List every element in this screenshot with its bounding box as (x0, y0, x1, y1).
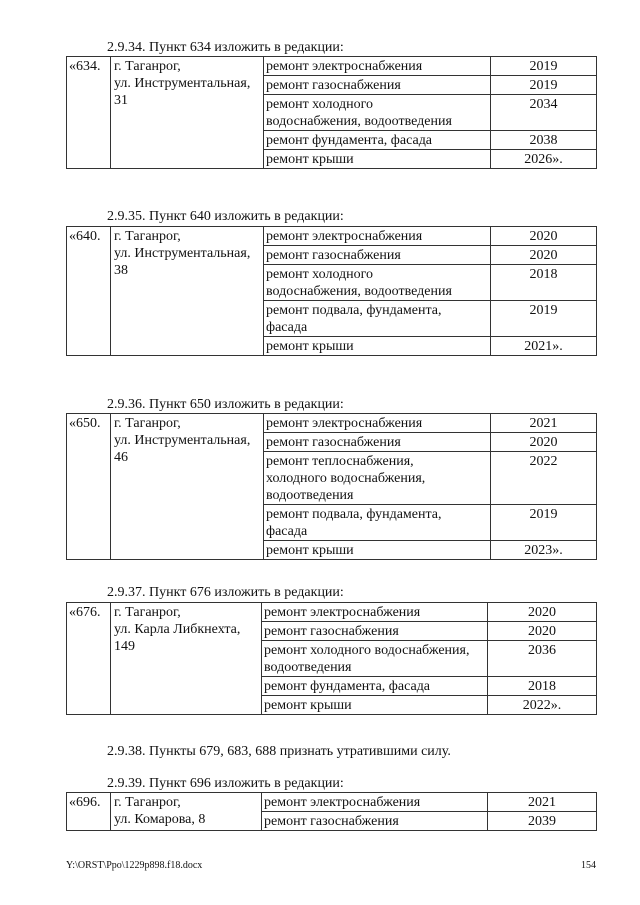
work-year: 2020 (491, 433, 597, 452)
item-number: «640. (67, 227, 111, 356)
work-year: 2021 (488, 793, 597, 812)
item-address: г. Таганрог, ул. Комарова, 8 (111, 793, 262, 831)
work-year: 2034 (491, 95, 597, 131)
work-year: 2019 (491, 57, 597, 76)
footer-file-path: Y:\ORST\Ppo\1229p898.f18.docx (66, 860, 203, 871)
work-type: ремонт электроснабжения (264, 414, 491, 433)
work-year: 2020 (491, 246, 597, 265)
section-table (66, 413, 597, 560)
table-row (67, 57, 597, 76)
work-year: 2021 (491, 414, 597, 433)
section-table (66, 56, 597, 169)
work-type: ремонт крыши (264, 337, 491, 356)
work-year: 2021». (491, 337, 597, 356)
work-year: 2020 (488, 603, 597, 622)
work-type: ремонт фундамента, фасада (264, 131, 491, 150)
item-number: «634. (67, 57, 111, 169)
work-type: ремонт теплоснабжения, холодного водоснабжения, водоотведения (264, 452, 491, 505)
section-heading: 2.9.39. Пункт 696 изложить в редакции: (107, 776, 344, 791)
section-table (66, 226, 597, 356)
paragraph-2938: 2.9.38. Пункты 679, 683, 688 признать утратившими силу. (107, 744, 451, 759)
work-type: ремонт фундамента, фасада (262, 677, 488, 696)
work-year: 2020 (488, 622, 597, 641)
work-year: 2022». (488, 696, 597, 715)
item-address: г. Таганрог, ул. Инструментальная, 46 (111, 414, 264, 560)
item-number: «696. (67, 793, 111, 831)
work-type: ремонт крыши (262, 696, 488, 715)
table-row (67, 793, 597, 812)
work-year: 2018 (488, 677, 597, 696)
section-table (66, 792, 597, 831)
work-type: ремонт холодного водоснабжения, водоотведения (264, 265, 491, 301)
work-type: ремонт холодного водоснабжения, водоотведения (262, 641, 488, 677)
item-number: «650. (67, 414, 111, 560)
section-heading: 2.9.35. Пункт 640 изложить в редакции: (107, 209, 344, 224)
footer-page-number: 154 (581, 860, 596, 871)
work-type: ремонт газоснабжения (264, 246, 491, 265)
work-type: ремонт подвала, фундамента, фасада (264, 505, 491, 541)
work-year: 2022 (491, 452, 597, 505)
work-type: ремонт электроснабжения (264, 57, 491, 76)
item-address: г. Таганрог, ул. Инструментальная, 31 (111, 57, 264, 169)
work-type: ремонт подвала, фундамента, фасада (264, 301, 491, 337)
table-row (67, 414, 597, 433)
work-year: 2019 (491, 301, 597, 337)
work-type: ремонт электроснабжения (264, 227, 491, 246)
work-year: 2036 (488, 641, 597, 677)
work-type: ремонт газоснабжения (264, 433, 491, 452)
work-year: 2023». (491, 541, 597, 560)
work-year: 2019 (491, 76, 597, 95)
work-year: 2019 (491, 505, 597, 541)
work-type: ремонт холодного водоснабжения, водоотведения (264, 95, 491, 131)
work-type: ремонт крыши (264, 541, 491, 560)
work-year: 2026». (491, 150, 597, 169)
section-heading: 2.9.36. Пункт 650 изложить в редакции: (107, 397, 344, 412)
work-type: ремонт газоснабжения (262, 622, 488, 641)
work-year: 2020 (491, 227, 597, 246)
work-type: ремонт электроснабжения (262, 603, 488, 622)
section-table (66, 602, 597, 715)
work-type: ремонт крыши (264, 150, 491, 169)
item-address: г. Таганрог, ул. Карла Либкнехта, 149 (111, 603, 262, 715)
table-row (67, 227, 597, 246)
table-row (67, 603, 597, 622)
work-type: ремонт газоснабжения (264, 76, 491, 95)
work-year: 2038 (491, 131, 597, 150)
work-year: 2039 (488, 812, 597, 831)
section-heading: 2.9.34. Пункт 634 изложить в редакции: (107, 40, 344, 55)
work-type: ремонт электроснабжения (262, 793, 488, 812)
work-year: 2018 (491, 265, 597, 301)
work-type: ремонт газоснабжения (262, 812, 488, 831)
item-address: г. Таганрог, ул. Инструментальная, 38 (111, 227, 264, 356)
item-number: «676. (67, 603, 111, 715)
section-heading: 2.9.37. Пункт 676 изложить в редакции: (107, 585, 344, 600)
